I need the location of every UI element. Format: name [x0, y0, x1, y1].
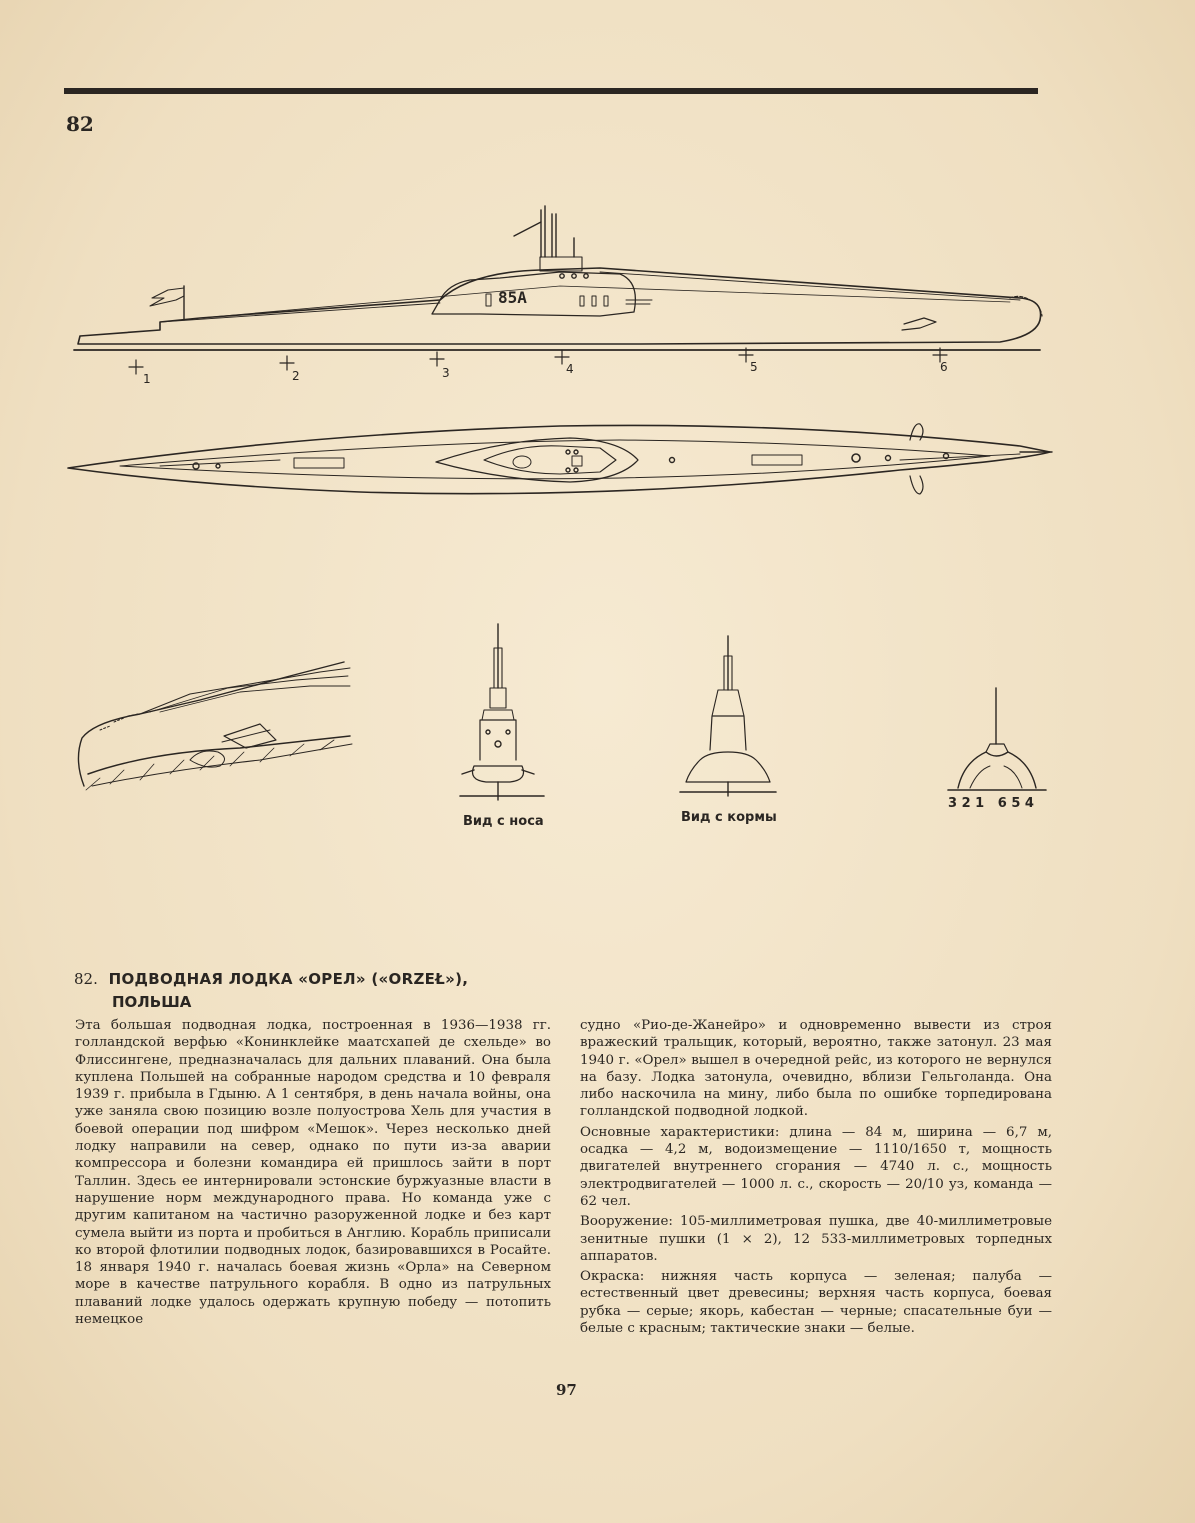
side-profile-drawing [74, 206, 1042, 374]
history-paragraph: Эта большая подводная лодка, построенная в 1936—1938 гг. голландской верфью «Конинклейке маатсхапей де схельде» во Флиссингене, предназначалась для дальних плаваний. Она была куплена Польшей на собранные народом средства и 10 февраля 1939 г. прибыла в Гдыню. А 1 сентября, в день начала войны, она уже заняла свою позицию возле полуострова Хель для участия в боевой операции под шифром «Мешок». Через несколько дней лодку направили на север, однако по пути из-за аварии компрессора и болезни командира ей пришлось зайти в порт Таллин. Здесь ее интернировали эстонские буржуазные власти в нарушение норм международного права. Но команда уже с другим капитаном на частично разоруженной лодке и без карт сумела выйти из порта и пробиться в Англию. Корабль приписали ко второй флотилии подводных лодок, базировавшихся в Росайте. 18 января 1940 г. началась боевая жизнь «Орла» на Северном море в качестве патрульного корабля. В одно из патрульных плаваний лодке удалось одержать крупную победу — потопить немецкое [75, 1018, 551, 1328]
specifications-paragraph: Основные характеристики: длина — 84 м, ширина — 6,7 м, осадка — 4,2 м, водоизмещение — 1110/1650 т, мощность двигателей внутреннего сгорания — 4740 л. с., мощность электродвигателей — 1000 л. с., скорость — 20/10 уз, команда — 62 чел. [580, 1124, 1052, 1209]
station-mark-1: 1 [143, 372, 151, 386]
paint-scheme-paragraph: Окраска: нижняя часть корпуса — зеленая; палуба — естественный цвет древесины; верхняя часть корпуса, боевая рубка — серые; якорь, кабестан — черные; спасательные буи — белые с красным; тактические знаки — белые. [580, 1269, 1052, 1337]
page-number: 82 [66, 112, 94, 136]
armament-paragraph: Вооружение: 105-миллиметровая пушка, две 40-миллиметровые зенитные пушки (1 × 2), 12 533-миллиметровых торпедных аппаратов. [580, 1214, 1052, 1264]
bow-view-caption: Вид с носа [463, 814, 544, 829]
station-mark-2: 2 [292, 369, 300, 383]
right-column [580, 1017, 1052, 1340]
station-mark-3: 3 [442, 366, 450, 380]
article-title-line2: ПОЛЬША [112, 993, 192, 1011]
cross-section-drawing [948, 688, 1046, 790]
folio-number: 97 [556, 1381, 577, 1399]
stern-view-caption: Вид с кормы [681, 810, 777, 825]
hull-number: 85A [498, 288, 527, 307]
history-continuation: судно «Рио-де-Жанейро» и одновременно вывести из строя вражеский тральщик, который, вероятно, также затонул. 23 мая 1940 г. «Орел» вышел в очередной рейс, из которого не вернулся на базу. Лодка затонула, очевидно, вблизи Гельголанда. Она либо наскочила на мину, либо была по ошибке торпедирована голландской подводной лодкой. [580, 1018, 1052, 1120]
station-mark-5: 5 [750, 360, 758, 374]
station-mark-4: 4 [566, 362, 574, 376]
article-heading [74, 968, 544, 1014]
stern-view-drawing [680, 636, 776, 796]
left-column [75, 1017, 551, 1328]
plan-view-drawing [68, 424, 1052, 494]
article-title-line1: ПОДВОДНАЯ ЛОДКА «ОРЕЛ» («ORZEŁ»), [108, 970, 469, 988]
station-mark-6: 6 [940, 360, 948, 374]
article-number: 82. [74, 970, 98, 988]
stern-detail-drawing [78, 662, 352, 790]
bow-view-drawing [460, 624, 544, 800]
section-marks: 3 2 1 6 5 4 [948, 796, 1034, 811]
